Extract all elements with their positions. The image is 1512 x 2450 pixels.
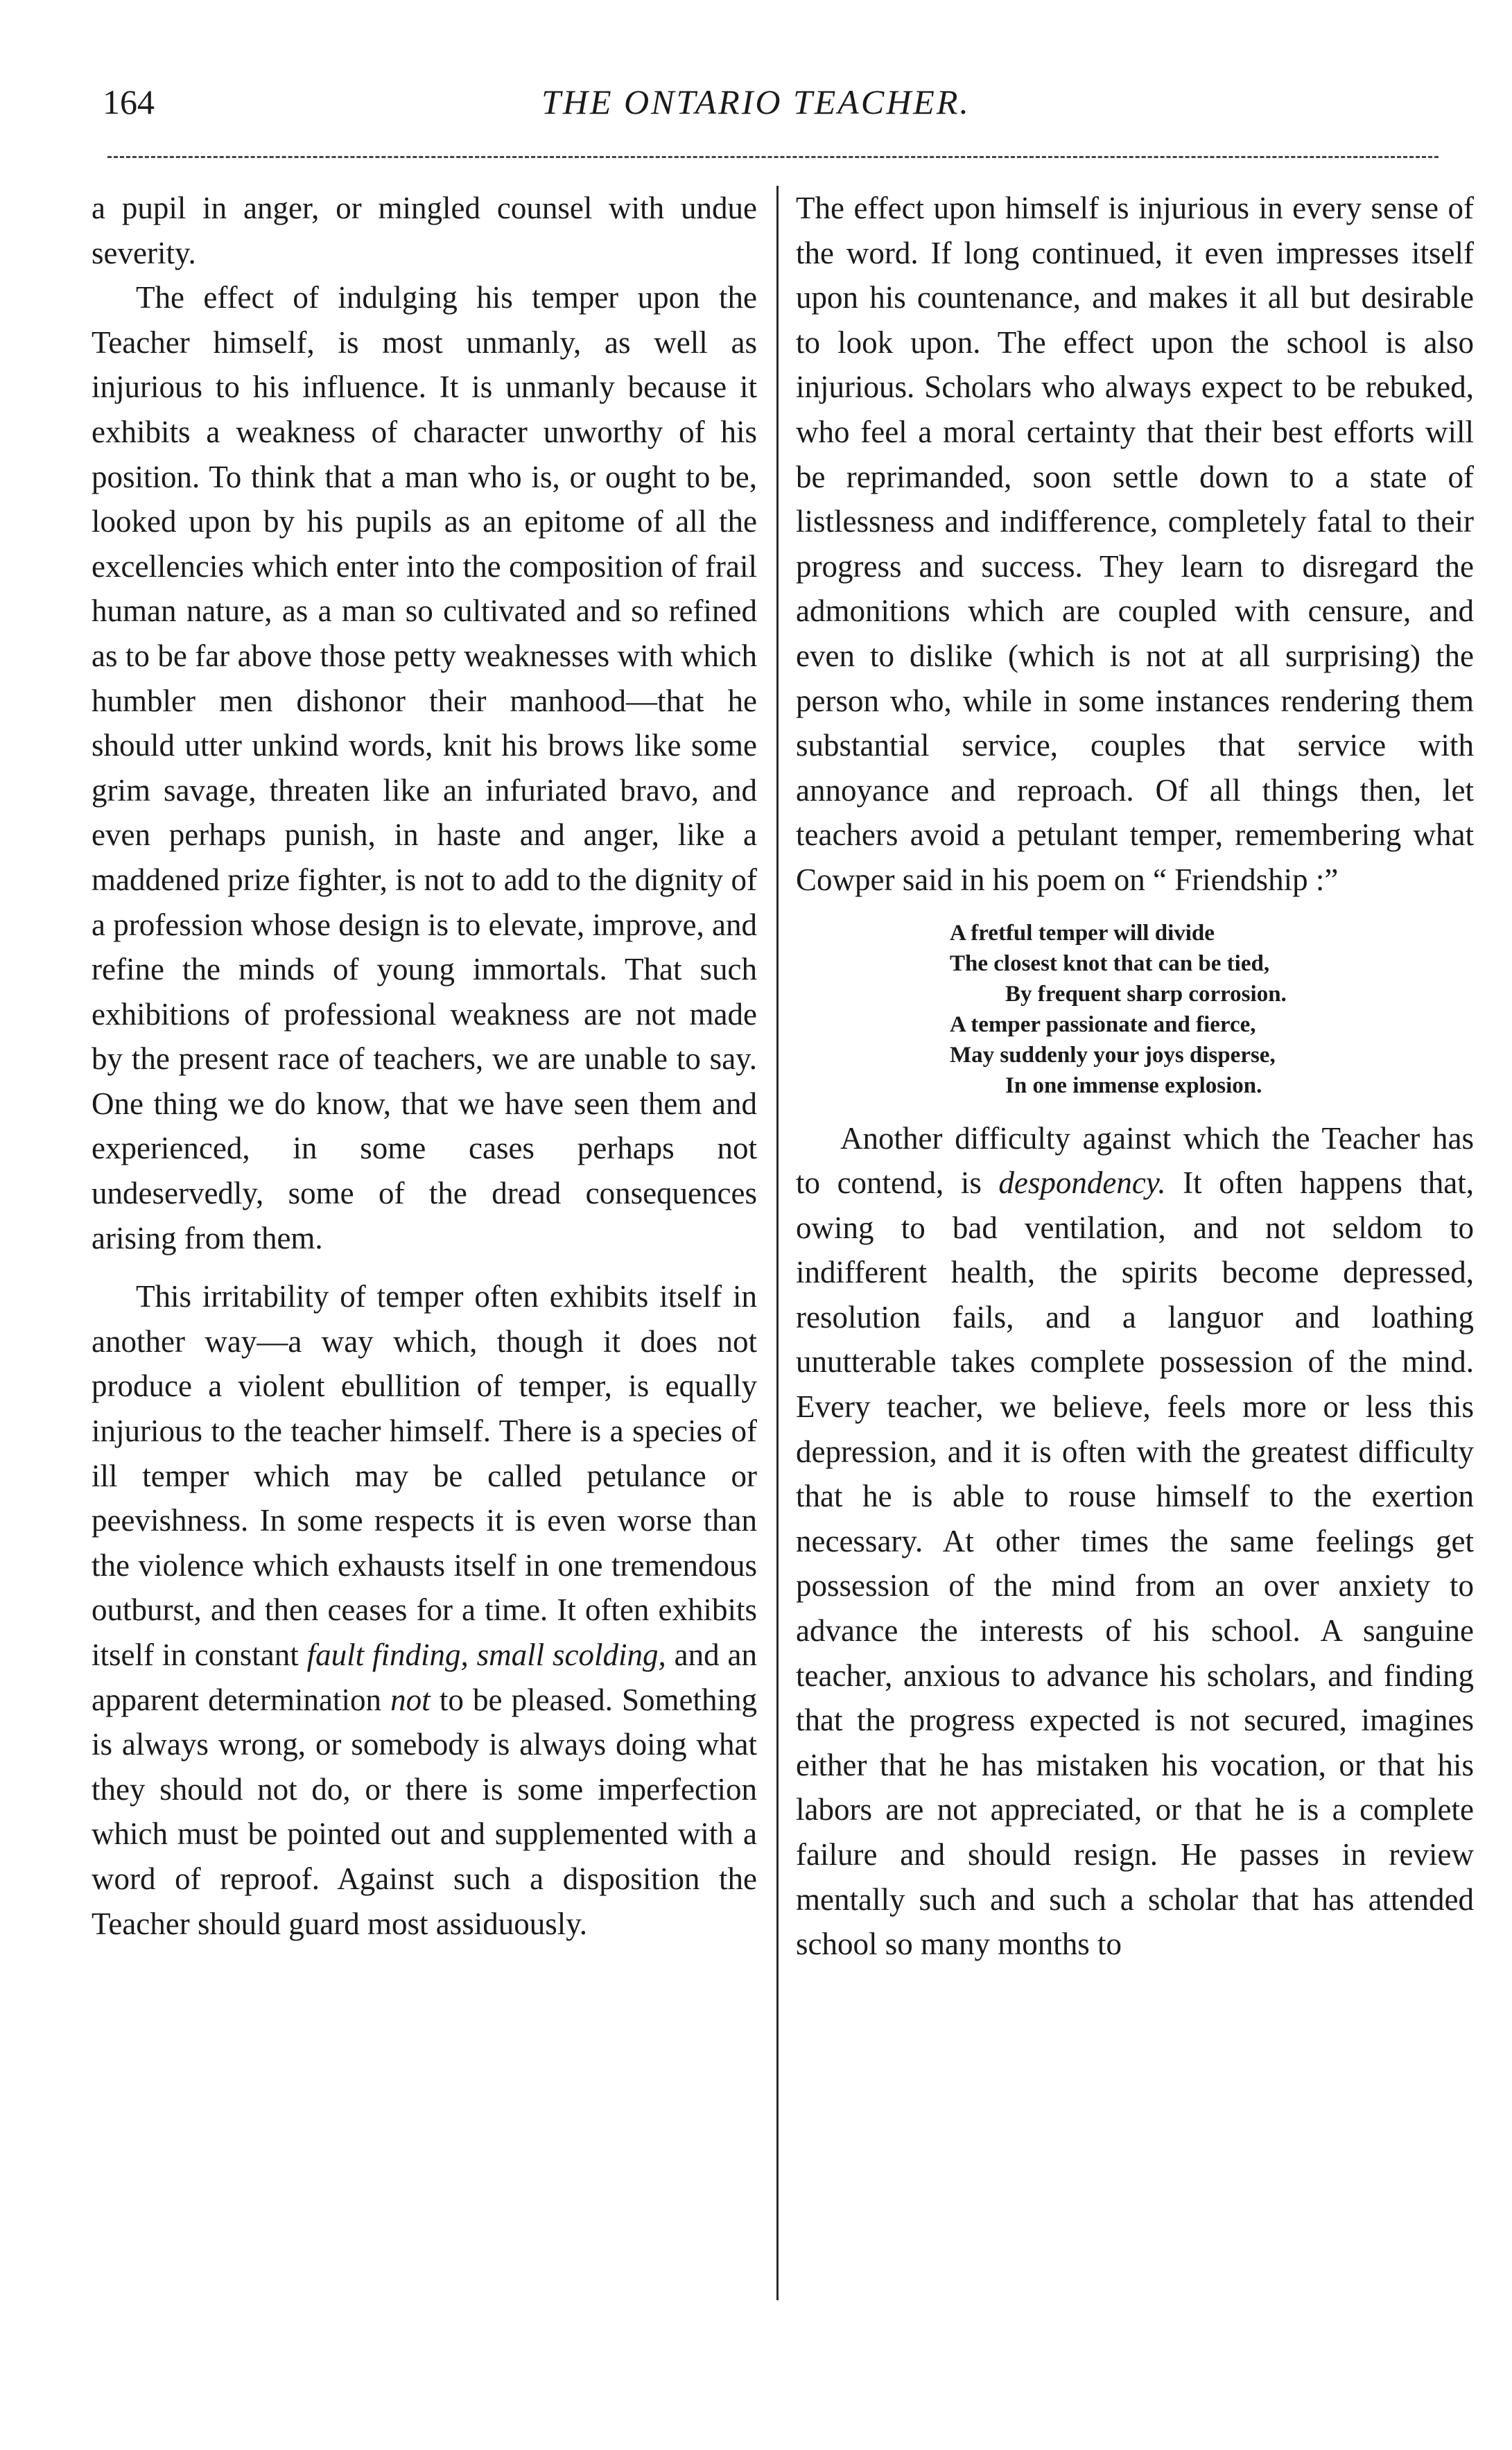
poem-line: A temper passionate and fierce, [950, 1011, 1256, 1037]
page-number: 164 [103, 82, 155, 121]
paragraph: a pupil in anger, or mingled counsel with undue severity. [92, 191, 757, 270]
italic-text: despondency. [998, 1165, 1166, 1201]
poem-line: In one immense explosion. [1005, 1072, 1262, 1098]
poem-line: By frequent sharp corrosion. [1005, 981, 1287, 1007]
paragraph [796, 1116, 1474, 1967]
journal-title: THE ONTARIO TEACHER. [541, 82, 971, 121]
text-run: This irritability of temper often exhibits itself in another way—a way which, though it does not produce a violent ebullition of temper, is equally injurious to the teacher himself. There is a species of ill temper which may be called petulance or peevishness. In some respects it is even worse than the violence which exhausts itself in one tremendous outburst, and then ceases for a time. It often exhibits itself in constant [92, 1279, 757, 1672]
paragraph [92, 1274, 757, 1946]
poem-line: A fretful temper will divide [950, 920, 1215, 946]
paragraph: The effect of indulging his temper upon the Teacher himself, is most unmanly, as well as injurious to his influence. It is unmanly because it exhibits a weakness of character unworthy of his position. To think that a man who is, or ought to be, looked upon by his pupils as an epitome of all the excellencies which enter into the composition of frail human nature, as a man so cultivated and so refined as to be far above those petty weaknesses with which humbler men dishonor their manhood—that he should utter unkind words, knit his brows like some grim savage, threaten like an infuriated bravo, and even perhaps punish, in haste and anger, like a maddened prize fighter, is not to add to the dignity of a profession whose design is to elevate, improve, and refine the minds of young immortals. That such exhibitions of professional weakness are not made by the present race of teachers, we are unable to say. One thing we do know, that we have seen them and experienced, in some cases perhaps not undeservedly, some of the dread consequences arising from them. [92, 280, 757, 1256]
italic-text: fault finding, [306, 1637, 469, 1672]
right-column [796, 186, 1474, 1967]
text-run: to be pleased. Something is always wrong, or somebody is always doing what they should not do, or there is some imperfection which must be pointed out and supplemented with a word of reproof. Against such a disposition the Teacher should guard most assiduously. [92, 1682, 757, 1941]
italic-text: small scolding, [476, 1637, 666, 1672]
column-divider [776, 186, 779, 2300]
text-run: Another difficulty against which the Teacher has to contend, is [796, 1120, 1474, 1201]
poem-line: The closest knot that can be tied, [950, 950, 1270, 976]
poem-quotation [950, 918, 1474, 1101]
text-run [469, 1637, 477, 1672]
text-run: and an apparent determination [92, 1637, 757, 1717]
left-column [92, 186, 757, 1946]
running-header [0, 82, 1512, 137]
text-run: It often happens that, owing to bad ventilation, and not seldom to indifferent health, the spirits become depressed, resolution fails, and a languor and loathing unutterable takes complete possession of the mind. Every teacher, we believe, feels more or less this depression, and it is often with the greatest difficulty that he is able to rouse himself to the exertion necessary. At other times the same feelings get possession of the mind from an over anxiety to advance the interests of his school. A sanguine teacher, anxious to advance his scholars, and finding that the progress expected is not secured, imagines either that he has mistaken his vocation, or that his labors are not appreciated, or that he is a complete failure and should resign. He passes in review mentally such and such a scholar that has attended school so many months to [796, 1165, 1474, 1962]
paragraph: The effect upon himself is injurious in every sense of the word. If long continued, it even impresses itself upon his countenance, and makes it all but desirable to look upon. The effect upon the school is also injurious. Scholars who always expect to be rebuked, who feel a moral certainty that their best efforts will be reprimanded, soon settle down to a state of listlessness and indifference, completely fatal to their progress and success. They learn to disregard the admonitions which are coupled with censure, and even to dislike (which is not at all surprising) the person who, while in some instances rendering them substantial service, couples that service with annoyance and reproach. Of all things then, let teachers avoid a petulant temper, remembering what Cowper said in his poem on “ Friendship :” [796, 191, 1474, 897]
poem-line: May suddenly your joys disperse, [950, 1042, 1276, 1068]
italic-text: not [390, 1682, 431, 1717]
header-rule [107, 156, 1439, 158]
